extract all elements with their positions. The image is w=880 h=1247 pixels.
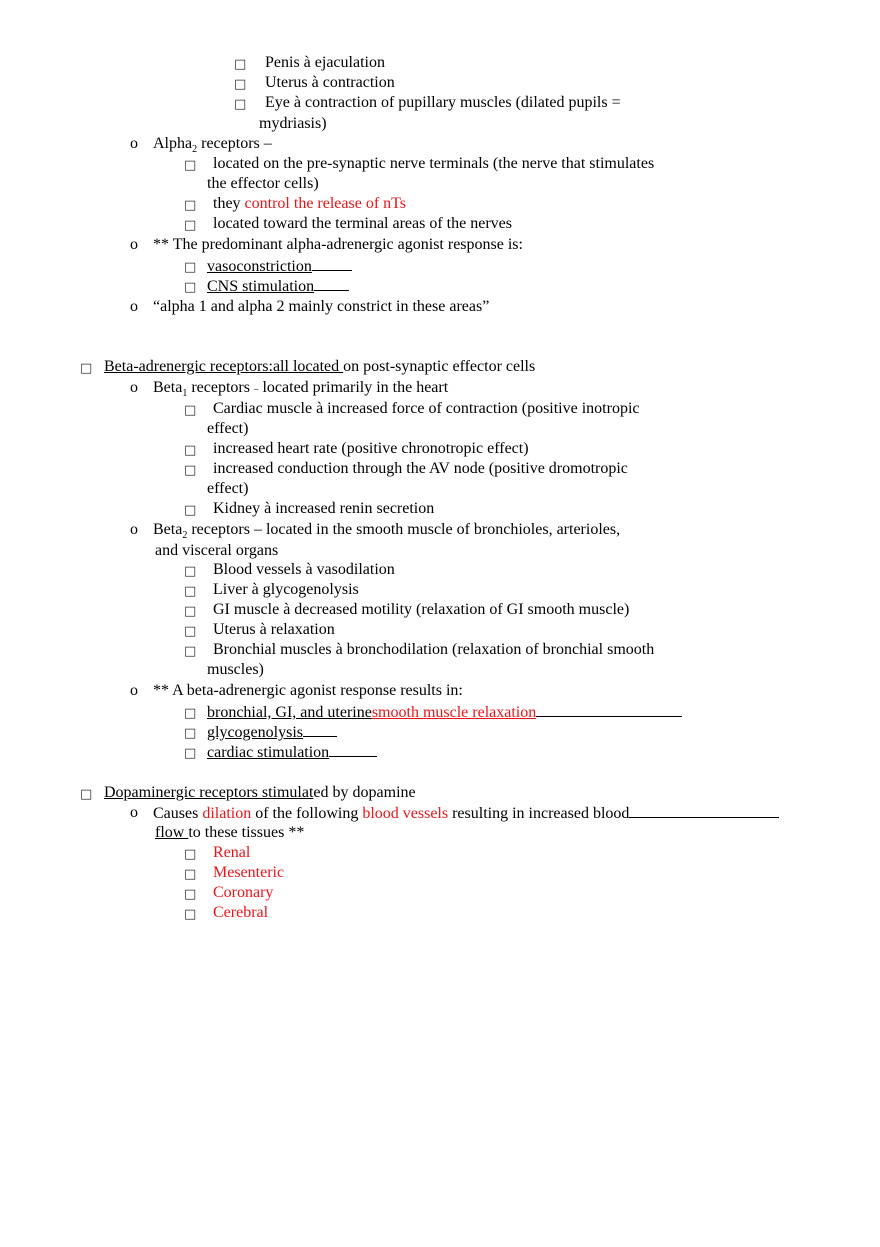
o-bullet: o	[130, 135, 138, 152]
o-bullet: o	[130, 236, 138, 253]
checkbox-bullet: □	[234, 97, 247, 112]
fill-in-answer: CNS stimulation	[207, 276, 349, 297]
checkbox-bullet: □	[234, 77, 247, 92]
list-item: Cardiac muscle à increased force of contraction (positive inotropic	[213, 400, 640, 417]
fill-in-answer: cardiac stimulation	[207, 742, 377, 763]
list-item: Renal	[213, 844, 251, 861]
checkbox-bullet: □	[184, 158, 197, 173]
checkbox-bullet: □	[184, 503, 197, 518]
checkbox-bullet: □	[184, 907, 197, 922]
o-bullet: o	[130, 379, 138, 396]
alpha-agonist-heading: ** The predominant alpha-adrenergic agonist response is:	[153, 236, 523, 253]
checkbox-bullet: □	[184, 644, 197, 659]
checkbox-bullet: □	[184, 604, 197, 619]
list-item: Blood vessels à vasodilation	[213, 561, 395, 578]
checkbox-bullet: □	[184, 280, 197, 295]
checkbox-bullet: □	[184, 443, 197, 458]
checkbox-bullet: □	[184, 218, 197, 233]
list-item: they control the release of nTs	[213, 195, 407, 212]
beta-section-heading: Beta-adrenergic receptors:all located on post-synaptic effector cells	[104, 358, 536, 375]
checkbox-bullet: □	[184, 867, 197, 882]
list-item-continuation: effect)	[207, 480, 249, 497]
dopamine-section-heading: Dopaminergic receptors stimulated by dopamine	[104, 784, 416, 801]
o-bullet: o	[130, 298, 138, 315]
list-item: Cerebral	[213, 904, 269, 921]
list-item: located on the pre-synaptic nerve terminals (the nerve that stimulates	[213, 155, 655, 172]
checkbox-bullet: □	[184, 624, 197, 639]
list-item: Uterus à relaxation	[213, 621, 335, 638]
checkbox-bullet: □	[80, 787, 93, 802]
list-item: Liver à glycogenolysis	[213, 581, 359, 598]
list-item: located toward the terminal areas of the nerves	[213, 215, 512, 232]
checkbox-bullet: □	[184, 463, 197, 478]
list-item: Bronchial muscles à bronchodilation (relaxation of bronchial smooth	[213, 641, 655, 658]
checkbox-bullet: □	[80, 361, 93, 376]
checkbox-bullet: □	[184, 564, 197, 579]
checkbox-bullet: □	[184, 726, 197, 741]
list-item: Penis à ejaculation	[265, 54, 385, 71]
checkbox-bullet: □	[184, 403, 197, 418]
checkbox-bullet: □	[184, 847, 197, 862]
o-bullet: o	[130, 682, 138, 699]
dopamine-causes-continuation: flow to these tissues **	[155, 824, 305, 841]
checkbox-bullet: □	[184, 198, 197, 213]
list-item: Coronary	[213, 884, 274, 901]
list-item-continuation: mydriasis)	[259, 115, 327, 132]
dopamine-causes-line: Causes dilation of the following blood vessels resulting in increased blood	[153, 803, 779, 824]
quote-line: “alpha 1 and alpha 2 mainly constrict in these areas”	[153, 298, 490, 315]
o-bullet: o	[130, 804, 138, 821]
checkbox-bullet: □	[234, 57, 247, 72]
checkbox-bullet: □	[184, 887, 197, 902]
list-item-continuation: the effector cells)	[207, 175, 319, 192]
fill-in-answer: vasoconstriction	[207, 256, 352, 277]
list-item-continuation: effect)	[207, 420, 249, 437]
fill-in-answer: glycogenolysis	[207, 722, 337, 743]
checkbox-bullet: □	[184, 584, 197, 599]
alpha2-heading: Alpha$_2$ receptors –	[153, 135, 272, 156]
checkbox-bullet: □	[184, 706, 197, 721]
beta2-heading-continuation: and visceral organs	[155, 542, 279, 559]
list-item: GI muscle à decreased motility (relaxation of GI smooth muscle)	[213, 601, 630, 618]
list-item: increased heart rate (positive chronotropic effect)	[213, 440, 529, 457]
list-item: increased conduction through the AV node (positive dromotropic	[213, 460, 628, 477]
list-item-continuation: muscles)	[207, 661, 264, 678]
list-item: Kidney à increased renin secretion	[213, 500, 435, 517]
o-bullet: o	[130, 521, 138, 538]
beta-agonist-heading: ** A beta-adrenergic agonist response results in:	[153, 682, 463, 699]
beta1-heading: Beta$_1$ receptors – located primarily in the heart	[153, 379, 449, 400]
checkbox-bullet: □	[184, 746, 197, 761]
list-item: Uterus à contraction	[265, 74, 395, 91]
list-item: Eye à contraction of pupillary muscles (dilated pupils =	[265, 94, 621, 111]
beta2-heading: Beta$_2$ receptors – located in the smooth muscle of bronchioles, arterioles,	[153, 521, 621, 542]
list-item: Mesenteric	[213, 864, 285, 881]
fill-in-answer: bronchial, GI, and uterinesmooth muscle relaxation	[207, 702, 682, 723]
checkbox-bullet: □	[184, 260, 197, 275]
